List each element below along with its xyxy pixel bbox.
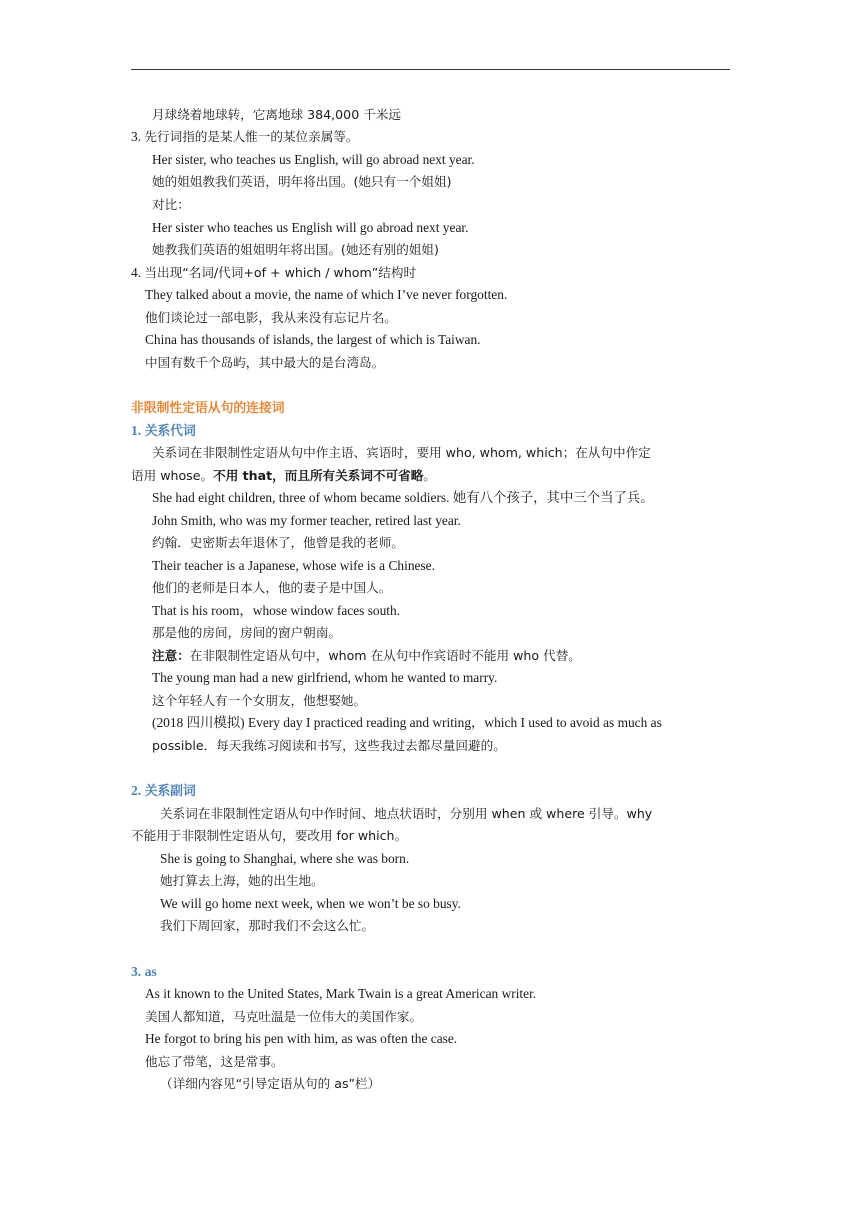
subheading-number: 1. bbox=[131, 423, 142, 438]
list-number: 3. bbox=[131, 129, 142, 144]
example-cn: 美国人都知道，马克吐温是一位伟大的美国作家。 bbox=[145, 1009, 423, 1024]
note-line bbox=[152, 647, 581, 665]
example-cn: 他忘了带笔，这是常事。 bbox=[145, 1054, 284, 1069]
example-cn: 那是他的房间，房间的窗户朝南。 bbox=[152, 625, 341, 640]
example-en: As it known to the United States, Mark Twain is a great American writer. bbox=[145, 986, 537, 1001]
example-cn: 我们下周回家，那时我们不会这么忙。 bbox=[160, 918, 375, 933]
paragraph-line bbox=[131, 467, 436, 485]
example-en: Her sister who teaches us English will go abroad next year. bbox=[152, 220, 469, 235]
paragraph-line: 关系词在非限制性定语从句中作主语、宾语时，要用 who, whom, which；在从句中作定 bbox=[152, 445, 651, 460]
example-en: He forgot to bring his pen with him, as was often the case. bbox=[145, 1031, 458, 1046]
subheading-as: 3. as bbox=[131, 964, 157, 979]
list-number: 4. bbox=[131, 265, 142, 280]
list-item-3 bbox=[131, 128, 359, 146]
example-cn: 中国有数千个岛屿，其中最大的是台湾岛。 bbox=[145, 355, 385, 370]
example-cn: 他们的老师是日本人，他的妻子是中国人。 bbox=[152, 580, 392, 595]
example-en: That is his room，whose window faces south. bbox=[152, 603, 401, 618]
text-line: 月球绕着地球转，它离地球 384,000 千米远 bbox=[152, 107, 401, 122]
subheading-relative-pronouns bbox=[131, 422, 196, 441]
example-en: We will go home next week, when we won’t be so busy. bbox=[160, 896, 461, 911]
example-cn: 她教我们英语的姐姐明年将出国。(她还有别的姐姐) bbox=[152, 242, 439, 257]
example-en: She is going to Shanghai, where she was born. bbox=[160, 851, 410, 866]
emphasis-text: 不用 that，而且所有关系词不可省略 bbox=[213, 468, 424, 483]
section-heading: 非限制性定语从句的连接词 bbox=[131, 401, 285, 416]
list-item-4 bbox=[131, 264, 416, 282]
example-cn: possible．每天我练习阅读和书写，这些我过去都尽量回避的。 bbox=[152, 738, 506, 753]
example-cn: 约翰．史密斯去年退休了，他曾是我的老师。 bbox=[152, 535, 404, 550]
example-en: China has thousands of islands, the largest of which is Taiwan. bbox=[145, 332, 481, 347]
subheading-number: 2. bbox=[131, 783, 142, 798]
subheading-relative-adverbs bbox=[131, 782, 196, 801]
example-cn: 她打算去上海，她的出生地。 bbox=[160, 873, 324, 888]
example-cn: 这个年轻人有一个女朋友，他想娶她。 bbox=[152, 693, 367, 708]
example-en: John Smith, who was my former teacher, retired last year. bbox=[152, 513, 461, 528]
list-title: 当出现“名词/代词+of + which / whom”结构时 bbox=[144, 265, 417, 280]
note-label: 注意： bbox=[152, 648, 190, 663]
example-en: The young man had a new girlfriend, whom he wanted to marry. bbox=[152, 670, 498, 685]
example-en: Their teacher is a Japanese, whose wife is a Chinese. bbox=[152, 558, 435, 573]
subheading-title: 关系代词 bbox=[144, 424, 196, 439]
list-title: 先行词指的是某人惟一的某位亲属等。 bbox=[144, 129, 359, 144]
example-cn: 他们谈论过一部电影，我从来没有忘记片名。 bbox=[145, 310, 397, 325]
example-en: She had eight children, three of whom became soldiers. 她有八个孩子，其中三个当了兵。 bbox=[152, 490, 654, 505]
example-en: They talked about a movie, the name of which I’ve never forgotten. bbox=[145, 287, 508, 302]
example-cn: 她的姐姐教我们英语，明年将出国。(她只有一个姐姐) bbox=[152, 174, 452, 189]
paragraph-line: 关系词在非限制性定语从句中作时间、地点状语时，分别用 when 或 where 引导。why bbox=[160, 806, 653, 821]
text-span: 语用 whose。 bbox=[131, 468, 214, 483]
header-rule bbox=[131, 69, 730, 70]
subheading-title: 关系副词 bbox=[144, 784, 196, 799]
text-span: 。 bbox=[423, 468, 436, 483]
note-text: 在非限制性定语从句中，whom 在从句中作宾语时不能用 who 代替。 bbox=[189, 648, 581, 663]
example-en: (2018 四川模拟) Every day I practiced reading and writing，which I used to avoid as much as bbox=[152, 715, 662, 730]
reference-note: （详细内容见“引导定语从句的 as”栏） bbox=[160, 1076, 381, 1091]
paragraph-line: 不能用于非限制性定语从句，要改用 for which。 bbox=[131, 828, 408, 843]
contrast-label: 对比： bbox=[152, 197, 190, 212]
example-en: Her sister, who teaches us English, will go abroad next year. bbox=[152, 152, 475, 167]
